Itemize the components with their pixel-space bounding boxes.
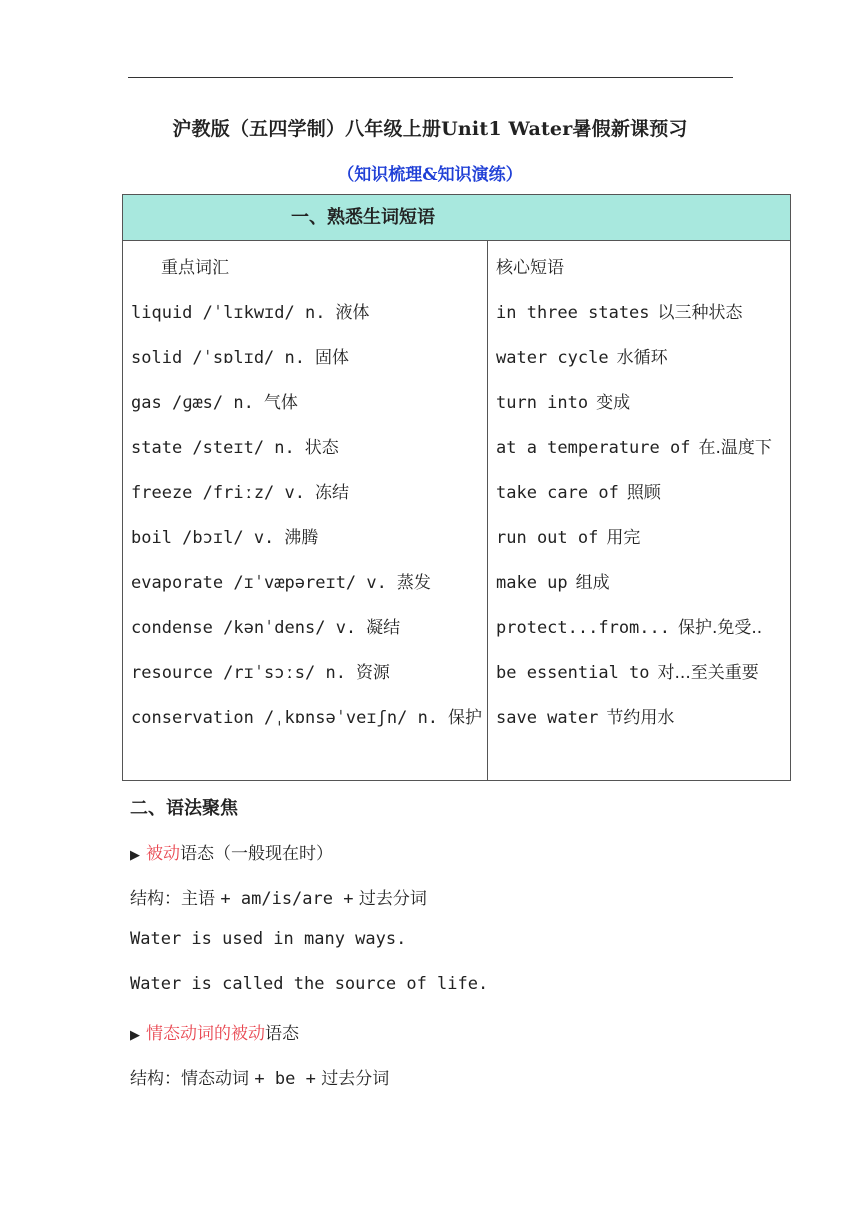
phrase-column xyxy=(488,241,790,780)
vocab-meaning: 液体 xyxy=(335,303,370,323)
phrase-text: turn into xyxy=(496,393,589,413)
vocab-row xyxy=(131,658,390,683)
phrase-row xyxy=(496,433,772,458)
vocab-meaning: 保护 xyxy=(448,708,483,728)
structure-label: 结构：主语 xyxy=(130,889,215,909)
vocab-row xyxy=(131,478,349,503)
phrase-meaning: 在.温度下 xyxy=(698,438,772,458)
structure-formula: + am/is/are + xyxy=(220,889,354,909)
triangle-bullet-icon: ▶ xyxy=(130,848,140,863)
grammar-item-text: 语态（一般现在时） xyxy=(180,844,333,864)
highlight-text: 被动 xyxy=(146,844,180,864)
phrase-text: water cycle xyxy=(496,348,609,368)
phrase-row xyxy=(496,523,640,548)
phrase-meaning: 水循环 xyxy=(616,348,668,368)
vocab-meaning: 冻结 xyxy=(315,483,349,503)
vocab-word: liquid /ˈlɪkwɪd/ n. xyxy=(131,303,326,323)
phrase-meaning: 变成 xyxy=(596,393,631,413)
vocab-meaning: 凝结 xyxy=(366,618,401,638)
phrase-row xyxy=(496,343,668,368)
vocab-row xyxy=(131,568,431,593)
page-title: 沪教版（五四学制）八年级上册Unit1 Water暑假新课预习 xyxy=(172,118,688,140)
vocab-meaning: 固体 xyxy=(315,348,349,368)
highlight-text: 情态动词的被动 xyxy=(146,1024,265,1044)
phrase-meaning: 以三种状态 xyxy=(657,303,743,323)
phrase-text: take care of xyxy=(496,483,619,503)
vocab-row xyxy=(131,703,482,728)
phrase-text: in three states xyxy=(496,303,650,323)
vocab-column-header: 重点词汇 xyxy=(161,258,229,278)
vocab-meaning: 状态 xyxy=(304,438,339,458)
phrase-meaning: 对...至关重要 xyxy=(657,663,759,683)
structure-label: 结构：情态动词 xyxy=(130,1069,249,1089)
phrase-column-header: 核心短语 xyxy=(496,258,564,278)
phrase-row xyxy=(496,613,762,638)
phrase-text: run out of xyxy=(496,528,599,548)
grammar-item-passive xyxy=(130,839,333,864)
example-sentence-2: Water is called the source of life. xyxy=(130,974,489,994)
phrase-meaning: 保护.免受.. xyxy=(678,618,763,638)
phrase-meaning: 照顾 xyxy=(626,483,661,503)
vocab-word: resource /rɪˈsɔːs/ n. xyxy=(131,663,346,683)
vocab-word: condense /kənˈdens/ v. xyxy=(131,618,357,638)
vocab-word: solid /ˈsɒlɪd/ n. xyxy=(131,348,305,368)
vocab-meaning: 资源 xyxy=(355,663,390,683)
phrase-text: be essential to xyxy=(496,663,650,683)
header-rule xyxy=(128,77,733,78)
phrase-row xyxy=(496,658,759,683)
page-subtitle: （知识梳理&知识演练） xyxy=(337,165,523,185)
vocab-word: state /steɪt/ n. xyxy=(131,438,295,458)
vocab-table xyxy=(122,194,791,781)
vocab-row xyxy=(131,433,339,458)
phrase-meaning: 用完 xyxy=(606,528,641,548)
phrase-row xyxy=(496,703,674,728)
example-sentence-1: Water is used in many ways. xyxy=(130,929,407,949)
phrase-text: save water xyxy=(496,708,599,728)
grammar-structure-1 xyxy=(130,884,427,909)
vocab-word: boil /bɔɪl/ v. xyxy=(131,528,275,548)
phrase-text: protect...from... xyxy=(496,618,670,638)
phrase-meaning: 组成 xyxy=(575,573,610,593)
vocab-row xyxy=(131,298,369,323)
vocab-row xyxy=(131,523,318,548)
structure-end: 过去分词 xyxy=(358,889,427,909)
grammar-structure-2 xyxy=(130,1064,389,1089)
vocab-row xyxy=(131,343,349,368)
structure-end: 过去分词 xyxy=(321,1069,390,1089)
vocab-word: gas /ɡæs/ n. xyxy=(131,393,254,413)
grammar-item-text: 语态 xyxy=(265,1024,299,1044)
vocab-word: freeze /friːz/ v. xyxy=(131,483,305,503)
vocab-word: evaporate /ɪˈvæpəreɪt/ v. xyxy=(131,573,387,593)
phrase-row xyxy=(496,298,743,323)
phrase-text: make up xyxy=(496,573,568,593)
phrase-meaning: 节约用水 xyxy=(606,708,675,728)
vocab-row xyxy=(131,613,400,638)
triangle-bullet-icon: ▶ xyxy=(130,1028,140,1043)
grammar-item-modal-passive xyxy=(130,1019,299,1044)
phrase-row xyxy=(496,478,661,503)
phrase-row xyxy=(496,388,630,413)
vocab-meaning: 气体 xyxy=(263,393,298,413)
vocab-word: conservation /ˌkɒnsəˈveɪʃn/ n. xyxy=(131,708,439,728)
phrase-text: at a temperature of xyxy=(496,438,691,458)
vocab-column xyxy=(123,241,488,780)
vocab-meaning: 沸腾 xyxy=(284,528,319,548)
grammar-heading: 二、语法聚焦 xyxy=(130,798,238,819)
phrase-row xyxy=(496,568,610,593)
structure-formula: + be + xyxy=(254,1069,316,1089)
vocab-meaning: 蒸发 xyxy=(396,573,431,593)
vocab-row xyxy=(131,388,298,413)
table-heading: 一、熟悉生词短语 xyxy=(123,195,790,241)
